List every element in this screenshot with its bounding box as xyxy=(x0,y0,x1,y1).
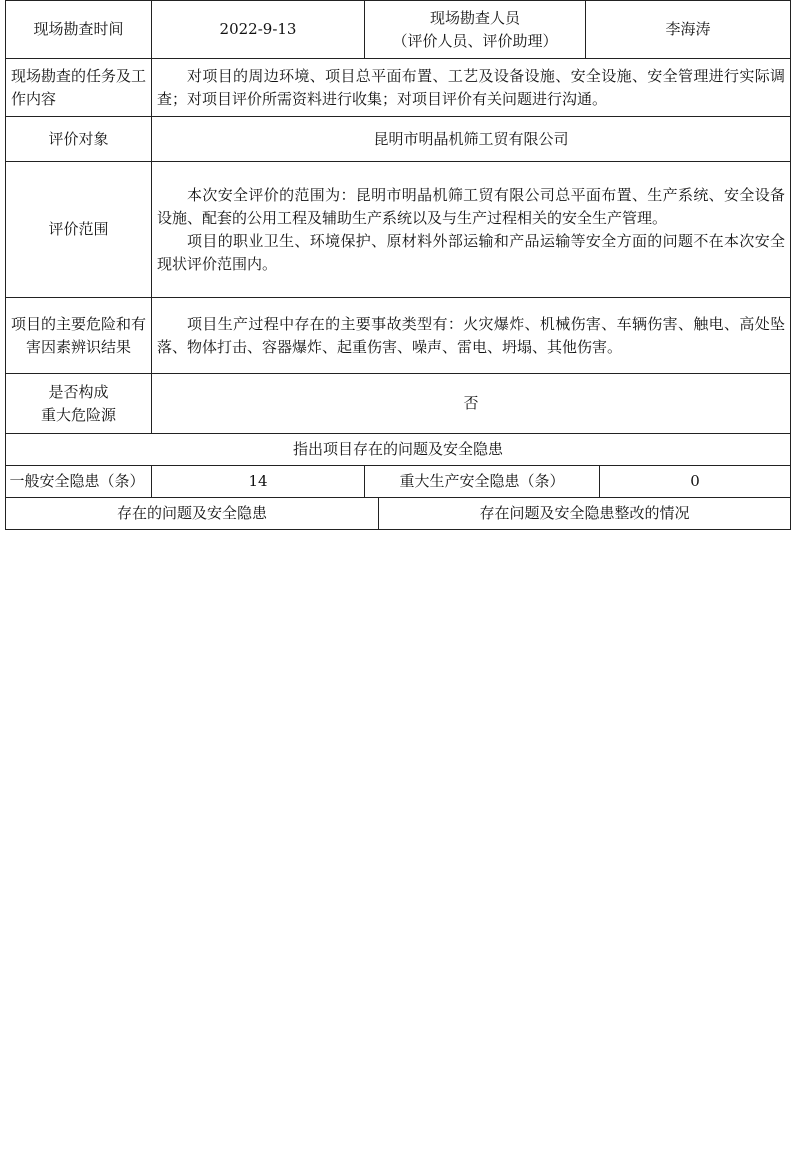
survey-staff-label-line1: 现场勘查人员 xyxy=(430,8,521,27)
scope-content xyxy=(152,162,791,298)
row-issues-title xyxy=(6,434,791,466)
row-survey xyxy=(6,1,791,59)
general-hazard-count: 14 xyxy=(152,466,365,498)
tasks-label: 现场勘查的任务及工作内容 xyxy=(6,59,152,117)
row-hazards xyxy=(6,298,791,374)
major-production-hazard-label: 重大生产安全隐患（条） xyxy=(365,466,600,498)
scope-label: 评价范围 xyxy=(6,162,152,298)
survey-staff-value: 李海涛 xyxy=(586,1,791,59)
problems-column-header: 存在的问题及安全隐患 xyxy=(6,498,379,530)
tasks-text: 对项目的周边环境、项目总平面布置、工艺及设备设施、安全设施、安全管理进行实际调查；对项目评价所需资料进行收集；对项目评价有关问题进行沟通。 xyxy=(157,66,786,108)
major-production-hazard-count: 0 xyxy=(600,466,791,498)
evaluation-form xyxy=(5,0,790,530)
major-hazard-label xyxy=(6,374,152,434)
major-hazard-label-line2: 重大危险源 xyxy=(41,405,117,424)
survey-staff-label-line2: （评价人员、评价助理） xyxy=(392,31,558,50)
major-hazard-value: 否 xyxy=(152,374,791,434)
object-value: 昆明市明晶机筛工贸有限公司 xyxy=(152,117,791,162)
row-issue-columns xyxy=(6,498,791,530)
row-object xyxy=(6,117,791,162)
general-hazard-label xyxy=(9,466,152,498)
issues-section-title: 指出项目存在的问题及安全隐患 xyxy=(6,434,791,466)
general-hazard-label-text: 一般安全隐患（条） xyxy=(9,472,145,490)
survey-time-label: 现场勘查时间 xyxy=(6,1,152,59)
hazards-label: 项目的主要危险和有害因素辨识结果 xyxy=(6,298,152,374)
scope-paragraph-2: 项目的职业卫生、环境保护、原材料外部运输和产品运输等安全方面的问题不在本次安全现状评价范围内。 xyxy=(157,231,786,273)
row-issue-counts xyxy=(6,466,791,498)
survey-table xyxy=(5,0,791,530)
row-tasks xyxy=(6,59,791,117)
rectification-column-header: 存在问题及安全隐患整改的情况 xyxy=(379,498,791,530)
survey-staff-label xyxy=(365,1,586,59)
row-scope xyxy=(6,162,791,298)
tasks-content xyxy=(152,59,791,117)
survey-time-value: 2022-9-13 xyxy=(152,1,365,59)
hazards-content xyxy=(152,298,791,374)
object-label: 评价对象 xyxy=(6,117,152,162)
hazards-text: 项目生产过程中存在的主要事故类型有：火灾爆炸、机械伤害、车辆伤害、触电、高处坠落、物体打击、容器爆炸、起重伤害、噪声、雷电、坍塌、其他伤害。 xyxy=(157,314,786,356)
scope-paragraph-1: 本次安全评价的范围为：昆明市明晶机筛工贸有限公司总平面布置、生产系统、安全设备设施、配套的公用工程及辅助生产系统以及与生产过程相关的安全生产管理。 xyxy=(157,185,786,227)
row-major-hazard xyxy=(6,374,791,434)
major-hazard-label-line1: 是否构成 xyxy=(48,382,109,401)
